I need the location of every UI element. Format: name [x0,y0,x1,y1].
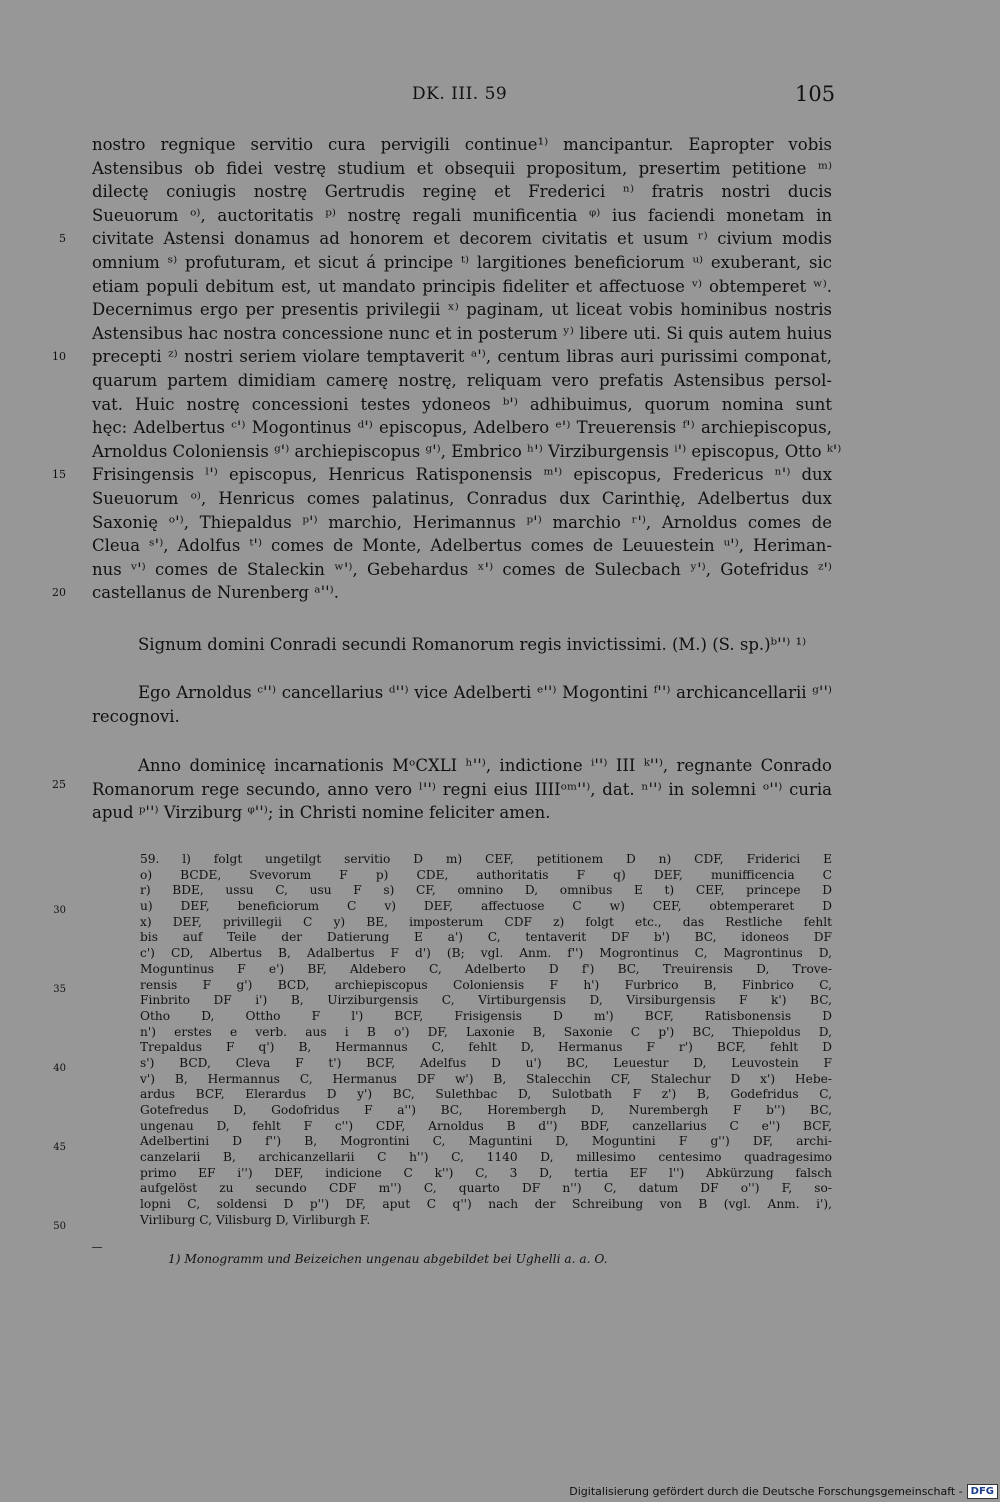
note-line: n') erstes e verb. aus i B o') DF, Laxonie B, Saxonie C p') BC, Thiepoldus D, [140,1024,832,1039]
note-line: ungenau D, fehlt F c'') CDF, Arnoldus B d'') BDF, canzellarius C e'') BCF, [140,1118,832,1133]
line-number: 10 [52,350,66,363]
text-line: Sueuorum ᵒ⁾, auctoritatis ᵖ⁾ nostrę regali munificentia ᵠ⁾ ius faciendi monetam in [92,205,832,225]
text-line: hęc: Adelbertus ᶜ'⁾ Mogontinus ᵈ'⁾ episcopus, Adelbero ᵉ'⁾ Treuerensis ᶠ'⁾ archiepiscopus, [92,418,832,438]
text-line: Anno dominicę incarnationis MᵒCXLI ʰ''⁾, indictione ⁱ''⁾ III ᵏ''⁾, regnante Conrado [138,756,832,775]
text-line: vat. Huic nostrę concessioni testes ydoneos ᵇ'⁾ adhibuimus, quorum nomina sunt [92,394,832,414]
note-line: canzelarii B, archicanzellarii C h'') C, 1140 D, millesimo centesimo quadragesimo [140,1150,832,1165]
line-number: 15 [52,468,66,481]
text-line: Astensibus hac nostra concessione nunc et in posterum ʸ⁾ libere uti. Si quis autem huius [92,323,832,343]
signum-paragraph [92,633,832,657]
page-number: 105 [795,82,836,106]
text-line: Sueuorum ᵒ⁾, Henricus comes palatinus, Conradus dux Carinthię, Adelbertus dux [92,488,832,508]
note-line: rensis F g') BCD, archiepiscopus Coloniensis F h') Furbrico B, Finbrico C, [140,977,832,992]
note-line: 59. l) folgt ungetilgt servitio D m) CEF, petitionem D n) CDF, Friderici E [140,852,832,866]
text-line: apud ᵖ''⁾ Virziburg ᵠ''⁾; in Christi nomine feliciter amen. [92,803,551,823]
note-line: u) DEF, beneficiorum C v) DEF, affectuose C w) CEF, obtemperaret D [140,899,832,914]
note-line: Finbrito DF i') B, Uirziburgensis C, Virtiburgensis D, Virsiburgensis F k') BC, [140,993,832,1008]
text-line: Decernimus ergo per presentis privilegii ˣ⁾ paginam, ut liceat vobis hominibus nostris [92,300,832,320]
note-line: Adelbertini D f'') B, Mogrontini C, Maguntini D, Moguntini F g'') DF, archi- [140,1134,832,1149]
text-line: omnium ˢ⁾ profuturam, et sicut á principe ᵗ⁾ largitiones beneficiorum ᵘ⁾ exuberant, sic [92,252,832,272]
critical-apparatus [140,852,832,1229]
text-line: Ego Arnoldus ᶜ''⁾ cancellarius ᵈ''⁾ vice Adelberti ᵉ''⁾ Mogontini ᶠ''⁾ archicancellarii ᵍ''⁾ [138,683,832,702]
note-line: aufgelöst zu secundo CDF m'') C, quarto DF n'') C, datum DF o'') F, so- [140,1181,832,1196]
text-line: castellanus de Nurenberg ᵃ''⁾. [92,583,339,603]
note-line: c') CD, Albertus B, Adalbertus F d') (B; vgl. Anm. f'') Mogrontinus C, Magrontinus D, [140,946,832,961]
text-line: nus ᵛ'⁾ comes de Staleckin ʷ'⁾, Gebehardus ˣ'⁾ comes de Sulecbach ʸ'⁾, Gotefridus ᶻ'⁾ [92,559,832,579]
line-number: 25 [52,778,66,791]
line-number: 20 [52,586,66,599]
note-line-number: 35 [53,984,66,995]
recognition-paragraph [92,681,832,728]
text-line: civitate Astensi donamus ad honorem et decorem civitatis et usum ʳ⁾ civium modis [92,229,832,249]
note-line: Trepaldus F q') B, Hermannus C, fehlt D, Hermanus F r') BCF, fehlt D [140,1040,832,1055]
dfg-banner [569,1480,1000,1502]
note-line: x) DEF, privillegii C y) BE, imposterum CDF z) folgt etc., das Restliche fehlt [140,914,832,929]
text-line: nostro regnique servitio cura pervigili continue¹⁾ mancipantur. Eapropter vobis [92,135,832,154]
note-line: bis auf Teile der Datierung E a') C, tentaverit DF b') BC, idoneos DF [140,930,832,945]
text-line: dilectę coniugis nostrę Gertrudis reginę et Frederici ⁿ⁾ fratris nostri ducis [92,182,832,202]
footnote: 1) Monogramm und Beizeichen ungenau abgebildet bei Ughelli a. a. O. [168,1252,608,1266]
note-line: primo EF i'') DEF, indicione C k'') C, 3 D, tertia EF l'') Abkürzung falsch [140,1165,832,1180]
text-line: quarum partem dimidiam camerę nostrę, reliquam vero prefatis Astensibus persol- [92,370,832,390]
note-line: Gotefredus D, Godofridus F a'') BC, Horembergh D, Nurembergh F b'') BC, [140,1103,832,1117]
text-line: precepti ᶻ⁾ nostri seriem violare temptaverit ᵃ'⁾, centum libras auri purissimi componat, [92,347,832,367]
note-line-number: 30 [53,905,66,916]
text-line: Frisingensis ˡ'⁾ episcopus, Henricus Ratisponensis ᵐ'⁾ episcopus, Fredericus ⁿ'⁾ dux [92,465,832,485]
dating-paragraph [92,754,832,825]
note-line: o) BCDE, Svevorum F p) CDE, authoritatis F q) DEF, munifficencia C [140,867,832,882]
note-line: v') B, Hermannus C, Hermanus DF w') B, Stalecchin CF, Stalechur D x') Hebe- [140,1071,832,1086]
dfg-logo-icon: DFG [967,1484,998,1499]
note-line: ardus BCF, Elerardus D y') BC, Sulethbac D, Sulotbath F z') B, Godefridus C, [140,1087,832,1102]
text-line: Romanorum rege secundo, anno vero ˡ''⁾ regni eius IIIIᵒᵐ''⁾, dat. ⁿ''⁾ in solemni ᵒ''⁾ curia [92,779,832,799]
note-line: Moguntinus F e') BF, Aldebero C, Adelberto D f') BC, Treuirensis D, Trove- [140,961,832,976]
text-line: Saxonię ᵒ'⁾, Thiepaldus ᵖ'⁾ marchio, Herimannus ᵖ'⁾ marchio ʳ'⁾, Arnoldus comes de [92,512,832,532]
text-line: etiam populi debitum est, ut mandato principis fideliter et affectuose ᵛ⁾ obtemperet ʷ⁾. [92,276,832,296]
text-line: Cleua ˢ'⁾, Adolfus ᵗ'⁾ comes de Monte, Adelbertus comes de Leuuestein ᵘ'⁾, Heriman- [92,536,832,556]
note-line: s') BCD, Cleva F t') BCF, Adelfus D u') BC, Leuestur D, Leuvostein F [140,1055,832,1070]
note-line: Virliburg C, Vilisburg D, Virliburgh F. [140,1212,371,1227]
note-line-number: 45 [53,1142,66,1153]
note-line: lopni C, soldensi D p'') DF, aput C q'') nach der Schreibung von B (vgl. Anm. i'), [140,1197,832,1212]
footnote-rule [92,1247,102,1248]
text-line: Arnoldus Coloniensis ᵍ'⁾ archiepiscopus ᵍ'⁾, Embrico ʰ'⁾ Virziburgensis ⁱ'⁾ episcopus, Otto ᵏ'⁾ [92,441,842,461]
text-line: Astensibus ob fidei vestrę studium et obsequii propositum, presertim petitione ᵐ⁾ [92,158,832,178]
banner-text: Digitalisierung gefördert durch die Deutsche Forschungsgemeinschaft - [569,1484,963,1498]
signum-line: Signum domini Conradi secundi Romanorum regis invictissimi. (M.) (S. sp.)ᵇ''⁾ ¹⁾ [138,635,807,654]
running-header [0,82,1000,110]
note-line-number: 40 [53,1063,66,1074]
running-title: DK. III. 59 [412,84,508,104]
note-line-number: 50 [53,1221,66,1232]
main-text [92,133,842,605]
line-number: 5 [59,232,66,245]
note-line: Otho D, Ottho F l') BCF, Frisigensis D m') BCF, Ratisbonensis D [140,1008,832,1023]
note-line: r) BDE, ussu C, usu F s) CF, omnino D, omnibus E t) CEF, princepe D [140,883,832,898]
text-line: recognovi. [92,706,180,726]
